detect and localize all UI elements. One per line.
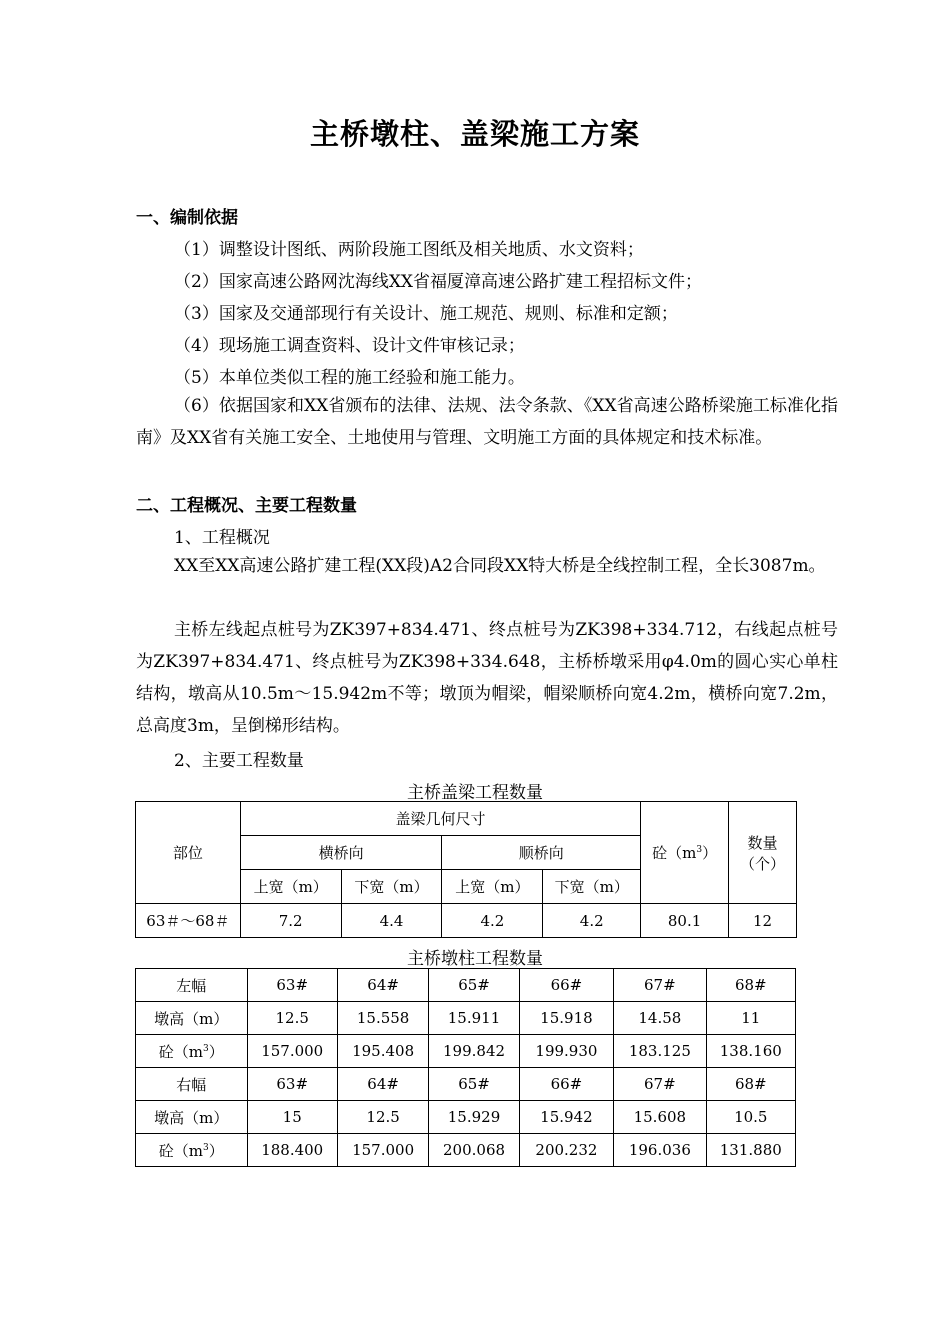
- overview-paragraph-1: XX至XX高速公路扩建工程(XX段)A2合同段XX特大桥是全线控制工程，全长3087m。: [174, 556, 826, 576]
- table-1-caption: 主桥盖梁工程数量: [407, 783, 543, 803]
- table-cell: 138.160: [706, 1035, 795, 1068]
- header-bottom-width: 下宽（m）: [543, 870, 641, 904]
- table-row: [136, 1002, 796, 1035]
- basis-item-3: （3）国家及交通部现行有关设计、施工规范、规则、标准和定额；: [174, 304, 678, 324]
- table-cell: 12.5: [247, 1002, 337, 1035]
- table-cell: 4.4: [341, 904, 442, 938]
- table-cell: 131.880: [706, 1134, 795, 1167]
- table-cell: 68#: [706, 1068, 795, 1101]
- header-longitudinal: 顺桥向: [442, 836, 641, 870]
- table-cell: 15.558: [337, 1002, 428, 1035]
- table-cell: 63#: [247, 969, 337, 1002]
- table-cell: 63＃～68＃: [136, 904, 241, 938]
- table-cell: 157.000: [337, 1134, 428, 1167]
- subsection-overview: 1、工程概况: [174, 528, 270, 548]
- header-top-width: 上宽（m）: [442, 870, 543, 904]
- header-top-width: 上宽（m）: [240, 870, 341, 904]
- table-cell: 66#: [519, 1068, 613, 1101]
- table-cell: 66#: [519, 969, 613, 1002]
- row-label: 右幅: [136, 1068, 248, 1101]
- table-cell: 14.58: [614, 1002, 706, 1035]
- table-cell: 15.608: [614, 1101, 706, 1134]
- row-label: 墩高（m）: [136, 1101, 248, 1134]
- table-cell: 196.036: [614, 1134, 706, 1167]
- table-cell: 188.400: [247, 1134, 337, 1167]
- row-label: 墩高（m）: [136, 1002, 248, 1035]
- header-bottom-width: 下宽（m）: [341, 870, 442, 904]
- table-cell: 4.2: [543, 904, 641, 938]
- table-cell: 12.5: [337, 1101, 428, 1134]
- table-cell: 7.2: [240, 904, 341, 938]
- table-row: [136, 969, 796, 1002]
- table-cell: 65#: [429, 969, 519, 1002]
- table-cell: 64#: [337, 1068, 428, 1101]
- table-cell: 199.842: [429, 1035, 519, 1068]
- table-cell: 67#: [614, 969, 706, 1002]
- table-2-caption: 主桥墩柱工程数量: [407, 949, 543, 969]
- overview-paragraph-2: 主桥左线起点桩号为ZK397+834.471、终点桩号为ZK398+334.712，右线起点桩号为ZK397+834.471、终点桩号为ZK398+334.648，主桥桥墩采用φ4.0m的圆心实心单柱结构，墩高从10.5m～15.942m不等；墩顶为帽梁，帽梁顺桥向宽4.2m，横桥向宽7.2m，总高度3m，呈倒梯形结构。: [136, 620, 838, 736]
- table-cell: 200.068: [429, 1134, 519, 1167]
- header-count: 数量 （个）: [729, 802, 797, 904]
- row-label: 砼$(m^3)$: [136, 1035, 248, 1068]
- page-title: 主桥墩柱、盖梁施工方案: [309, 117, 640, 151]
- pier-column-table: [135, 968, 796, 1167]
- table-cell: 195.408: [337, 1035, 428, 1068]
- basis-item-6: （6）依据国家和XX省颁布的法律、法规、法令条款、《XX省高速公路桥梁施工标准化指南》及XX省有关施工安全、土地使用与管理、文明施工方面的具体规定和技术标准。: [136, 396, 838, 448]
- table-cell: 63#: [247, 1068, 337, 1101]
- cap-beam-table: [135, 801, 797, 938]
- basis-item-4: （4）现场施工调查资料、设计文件审核记录；: [174, 336, 525, 356]
- table-cell: 68#: [706, 969, 795, 1002]
- row-label: 砼$(m^3)$: [136, 1134, 248, 1167]
- header-geometry: 盖梁几何尺寸: [240, 802, 640, 836]
- table-cell: 200.232: [519, 1134, 613, 1167]
- table-cell: 183.125: [614, 1035, 706, 1068]
- table-row: [136, 1134, 796, 1167]
- basis-item-2: （2）国家高速公路网沈海线XX省福厦漳高速公路扩建工程招标文件；: [174, 272, 703, 292]
- section-2-heading: 二、工程概况、主要工程数量: [136, 496, 357, 516]
- header-part: 部位: [136, 802, 241, 904]
- basis-item-1: （1）调整设计图纸、两阶段施工图纸及相关地质、水文资料；: [174, 240, 644, 260]
- table-cell: 15.929: [429, 1101, 519, 1134]
- table-cell: 65#: [429, 1068, 519, 1101]
- subsection-quantities: 2、主要工程数量: [174, 751, 304, 771]
- table-cell: 10.5: [706, 1101, 795, 1134]
- section-1-heading: 一、编制依据: [136, 208, 238, 228]
- table-row: [136, 1068, 796, 1101]
- header-transverse: 横桥向: [240, 836, 442, 870]
- row-label: 左幅: [136, 969, 248, 1002]
- table-cell: 15.911: [429, 1002, 519, 1035]
- table-cell: 15: [247, 1101, 337, 1134]
- header-concrete: 砼$(m^3)$: [641, 802, 729, 904]
- table-cell: 157.000: [247, 1035, 337, 1068]
- basis-item-5: （5）本单位类似工程的施工经验和施工能力。: [174, 368, 525, 388]
- table-row: [136, 1035, 796, 1068]
- table-cell: 11: [706, 1002, 795, 1035]
- table-row: [136, 1101, 796, 1134]
- table-cell: 12: [729, 904, 797, 938]
- table-cell: 4.2: [442, 904, 543, 938]
- table-cell: 80.1: [641, 904, 729, 938]
- table-row: [136, 904, 797, 938]
- table-cell: 64#: [337, 969, 428, 1002]
- table-cell: 15.942: [519, 1101, 613, 1134]
- table-cell: 199.930: [519, 1035, 613, 1068]
- table-cell: 67#: [614, 1068, 706, 1101]
- table-cell: 15.918: [519, 1002, 613, 1035]
